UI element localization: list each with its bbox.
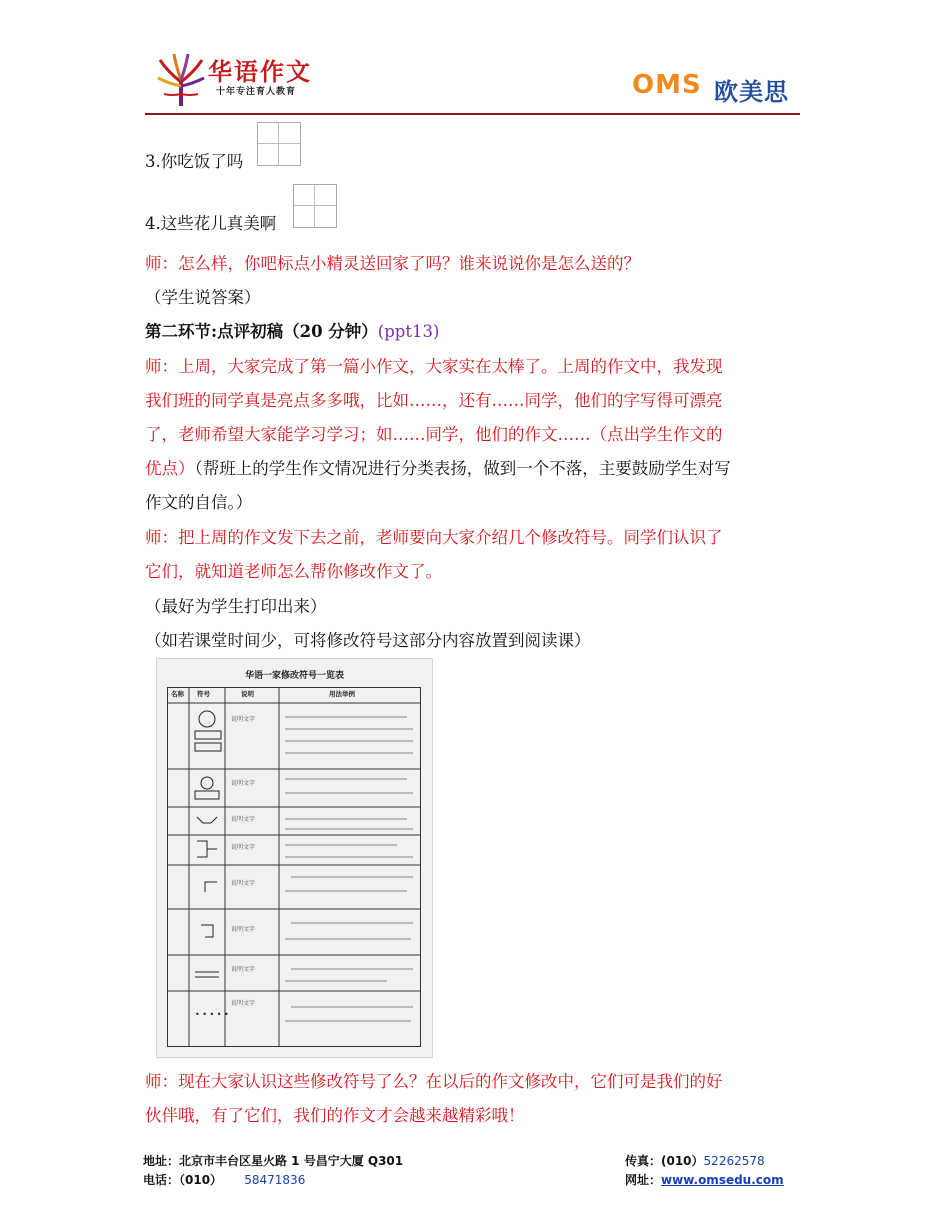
- svg-text:• • • • •: • • • • •: [195, 1010, 229, 1019]
- table-header-name: 名称: [171, 690, 184, 698]
- question-4: 4.这些花儿真美啊: [145, 214, 277, 233]
- partner-logo-en: OMS: [632, 70, 702, 100]
- correction-symbols-table-image: [156, 658, 433, 1058]
- highlight-text: 优点）: [145, 459, 195, 478]
- footer-web-label: 网址：: [625, 1173, 662, 1187]
- svg-text:说明文字: 说明文字: [231, 780, 256, 787]
- footer-phone: [143, 1171, 305, 1188]
- teacher-paragraph-2-line-4: [145, 459, 731, 479]
- teacher-paragraph-4-line-2: 伙伴哦，有了它们，我们的作文才会越来越精彩哦！: [145, 1106, 525, 1125]
- partner-logo-cn: 欧美思: [714, 78, 789, 106]
- footer-website: [625, 1171, 784, 1188]
- tree-logo-icon: [156, 50, 206, 108]
- footer-fax: [625, 1152, 765, 1169]
- svg-text:说明文字: 说明文字: [231, 816, 256, 823]
- brand-logo: [156, 50, 331, 108]
- svg-text:说明文字: 说明文字: [231, 966, 256, 973]
- teacher-paragraph-2-line-1: 师：上周，大家完成了第一篇小作文，大家实在太棒了。上周的作文中，我发现: [145, 357, 723, 376]
- svg-text:说明文字: 说明文字: [231, 716, 256, 723]
- footer-phone-label: 电话：（010）: [143, 1173, 223, 1187]
- footer-web-link[interactable]: www.omsedu.com: [661, 1173, 784, 1187]
- svg-text:说明文字: 说明文字: [231, 880, 256, 887]
- brand-slogan: 十年专注育人教育: [216, 87, 297, 97]
- svg-text:说明文字: 说明文字: [231, 926, 256, 933]
- section-heading: [145, 322, 439, 342]
- footer-address: 地址：北京市丰台区星火路 1 号昌宁大厦 Q301: [143, 1154, 404, 1168]
- symbols-table-grid: [167, 687, 421, 1047]
- table-header-example: 用法举例: [329, 690, 355, 698]
- teacher-paragraph-3-line-2: 它们，就知道老师怎么帮你修改作文了。: [145, 562, 442, 581]
- answer-box-3: [257, 122, 301, 166]
- table-header-symbol: 符号: [197, 690, 210, 698]
- footer-fax-label: 传真：(010）: [625, 1154, 704, 1168]
- partner-logo: [632, 70, 802, 106]
- teacher-paragraph-4-line-1: 师：现在大家认识这些修改符号了么？在以后的作文修改中，它们可是我们的好: [145, 1072, 723, 1091]
- question-3: 3.你吃饭了吗: [145, 152, 244, 171]
- teacher-paragraph-2-line-3: 了，老师希望大家能学习学习；如……同学，他们的作文……（点出学生作文的: [145, 425, 723, 444]
- table-header-description: 说明: [241, 690, 254, 698]
- footer-fax-value: 52262578: [703, 1154, 765, 1168]
- print-note: （最好为学生打印出来）: [145, 597, 327, 616]
- section-title: 第二环节:点评初稿（20 分钟）: [145, 322, 378, 341]
- brand-name: 华语作文: [208, 58, 312, 86]
- answer-box-4: [293, 184, 337, 228]
- svg-text:说明文字: 说明文字: [231, 844, 256, 851]
- teacher-paragraph-2-line-2: 我们班的同学真是亮点多多哦，比如……，还有……同学，他们的字写得可漂亮: [145, 391, 723, 410]
- teacher-paragraph-3-line-1: 师：把上周的作文发下去之前，老师要向大家介绍几个修改符号。同学们认识了: [145, 528, 723, 547]
- footer-phone-value: 58471836: [244, 1173, 306, 1187]
- svg-text:说明文字: 说明文字: [231, 1000, 256, 1007]
- table-title: 华语一家修改符号一览表: [244, 671, 344, 681]
- teacher-paragraph-2-line-5: 作文的自信。）: [145, 493, 253, 512]
- time-note: （如若课堂时间少，可将修改符号这部分内容放置到阅读课）: [145, 631, 591, 650]
- teacher-note: （帮班上的学生作文情况进行分类表扬，做到一个不落，主要鼓励学生对写: [194, 459, 731, 478]
- teacher-line-1: 师：怎么样，你吧标点小精灵送回家了吗？谁来说说你是怎么送的？: [145, 254, 640, 273]
- header-divider: [145, 113, 800, 115]
- section-ppt: (ppt13): [377, 322, 440, 341]
- student-note: （学生说答案）: [145, 288, 261, 307]
